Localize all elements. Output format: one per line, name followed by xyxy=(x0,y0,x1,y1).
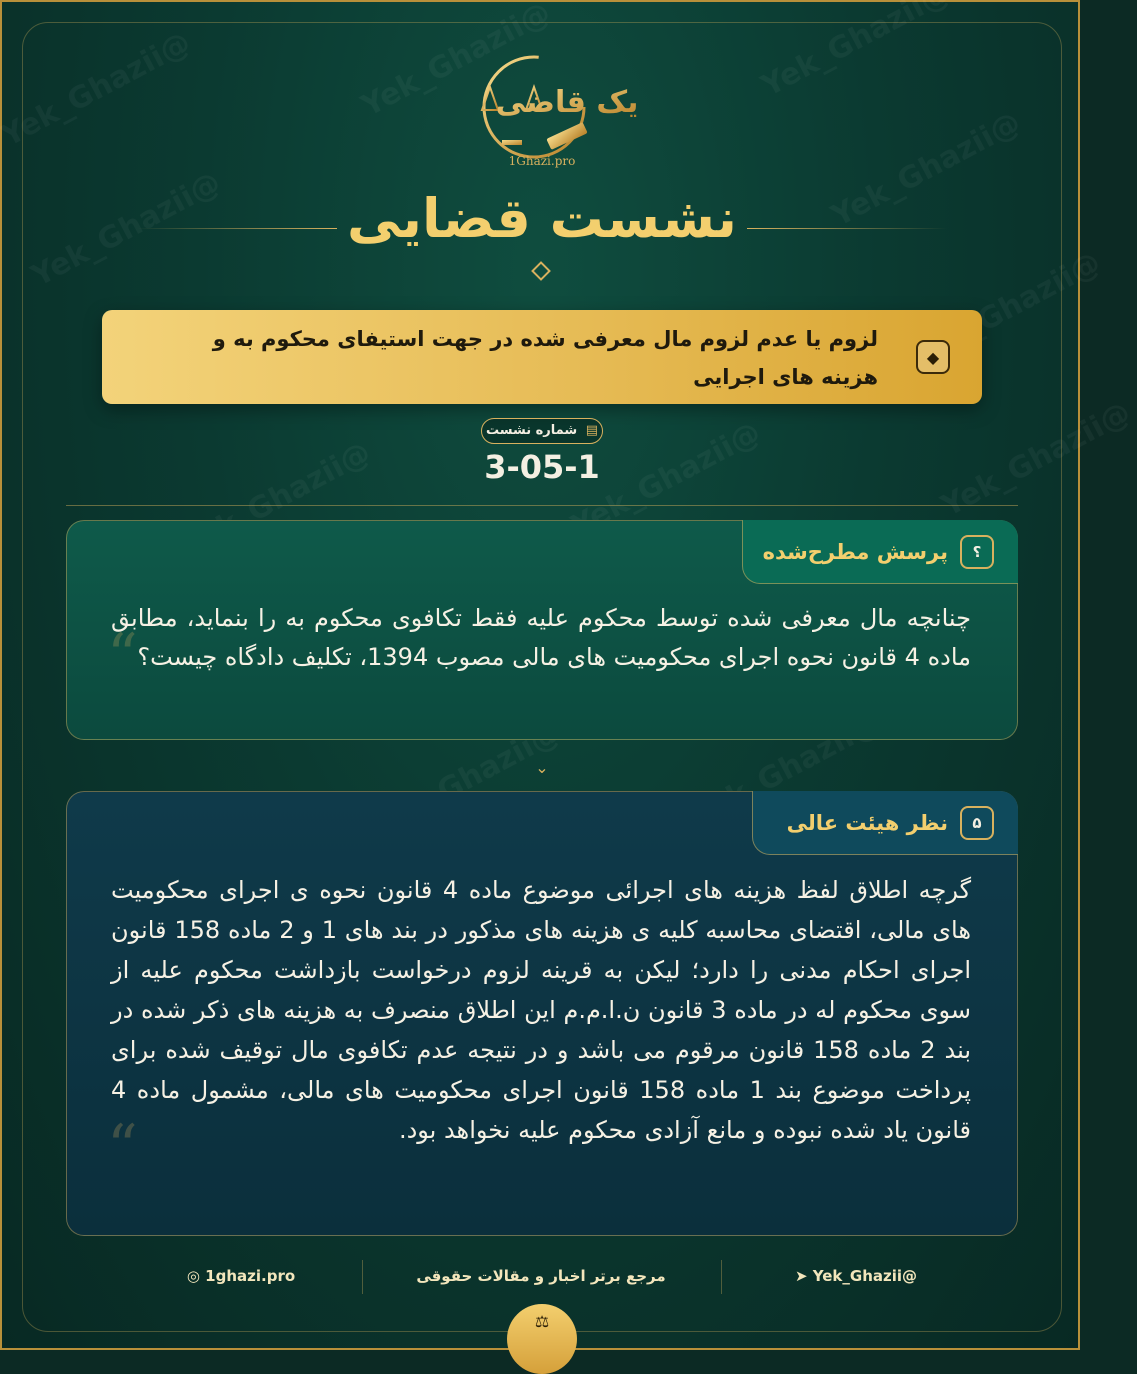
logo-icon xyxy=(472,42,639,172)
footer-website[interactable] xyxy=(126,1258,356,1298)
footer xyxy=(66,1258,1018,1298)
question-tab xyxy=(742,520,1018,584)
session-label-badge xyxy=(481,418,603,444)
quote-icon: “ xyxy=(107,621,138,691)
svg-text:یک قاضی: یک قاضی xyxy=(495,85,639,120)
globe-icon: ◎ xyxy=(186,1267,200,1285)
answer-tab-label: نظر هیئت عالی xyxy=(786,810,948,835)
footer-website-text: 1ghazi.pro xyxy=(205,1267,296,1285)
scales-icon: ⚖ xyxy=(507,1304,577,1374)
document-icon: ▤ xyxy=(585,423,598,438)
title-divider-right xyxy=(747,228,947,229)
topic-text: لزوم یا عدم لزوم مال معرفی شده در جهت استیفای محکوم به و هزینه های اجرایی xyxy=(212,327,878,389)
question-mark-icon: ؟ xyxy=(960,535,994,569)
chevron-down-icon: ⌄ xyxy=(535,758,549,777)
title-divider-left xyxy=(137,228,337,229)
footer-separator xyxy=(362,1260,363,1294)
answer-tab xyxy=(752,791,1018,855)
title-area xyxy=(2,187,1082,277)
footer-telegram-text: Yek_Ghazii@ xyxy=(812,1267,918,1285)
question-text: چنانچه مال معرفی شده توسط محکوم علیه فقط تکافوی محکوم به را بنماید، مطابق ماده 4 قانون نحوه اجرای محکومیت های مالی مصوب 1394، تکلیف دادگاه چیست؟ xyxy=(111,604,971,671)
logo-site: 1Ghazi.pro xyxy=(508,154,576,168)
telegram-icon: ➤ xyxy=(794,1267,808,1285)
section-divider xyxy=(66,505,1018,506)
diamond-bullet-icon: ◆ xyxy=(916,340,950,374)
ruling-icon: ۵ xyxy=(960,806,994,840)
answer-card xyxy=(66,791,1018,1236)
footer-separator xyxy=(721,1260,722,1294)
page-title: نشست قضایی xyxy=(347,187,737,250)
footer-tagline: مرجع برتر اخبار و مقالات حقوقی xyxy=(416,1267,666,1285)
session-label: شماره نشست xyxy=(486,423,578,438)
question-card xyxy=(66,520,1018,740)
topic-banner xyxy=(102,310,982,404)
answer-text: گرچه اطلاق لفظ هزینه های اجرائی موضوع ماده 4 قانون نحوه ی اجرای محکومیت های مالی، اقتضای محاسبه کلیه ی هزینه های مذکور در بند های 1 و 2 ماده 158 قانون اجرای احکام مدنی را دارد؛ لیکن به قرینه لزوم درخواست بازداشت محکوم علیه از سوی محکوم له در ماده 3 قانون ن.ا.م.م این اطلاق منصرف به هزینه های ذکر شده در بند 2 ماده 158 قانون مرقوم می باشد و در نتیجه عدم تکافوی مال توقیف شده برای پرداخت موضوع بند 1 ماده 158 قانون اجرای محکومیت های مالی، مشمول ماده 4 قانون یاد شده نبوده و مانع آزادی محکوم علیه نخواهد بود. xyxy=(111,876,972,1144)
session-number: 3-05-1 xyxy=(484,448,600,486)
footer-telegram[interactable] xyxy=(726,1258,986,1298)
quote-icon: “ xyxy=(107,1112,138,1182)
question-tab-label: پرسش مطرح‌شده xyxy=(762,539,948,564)
